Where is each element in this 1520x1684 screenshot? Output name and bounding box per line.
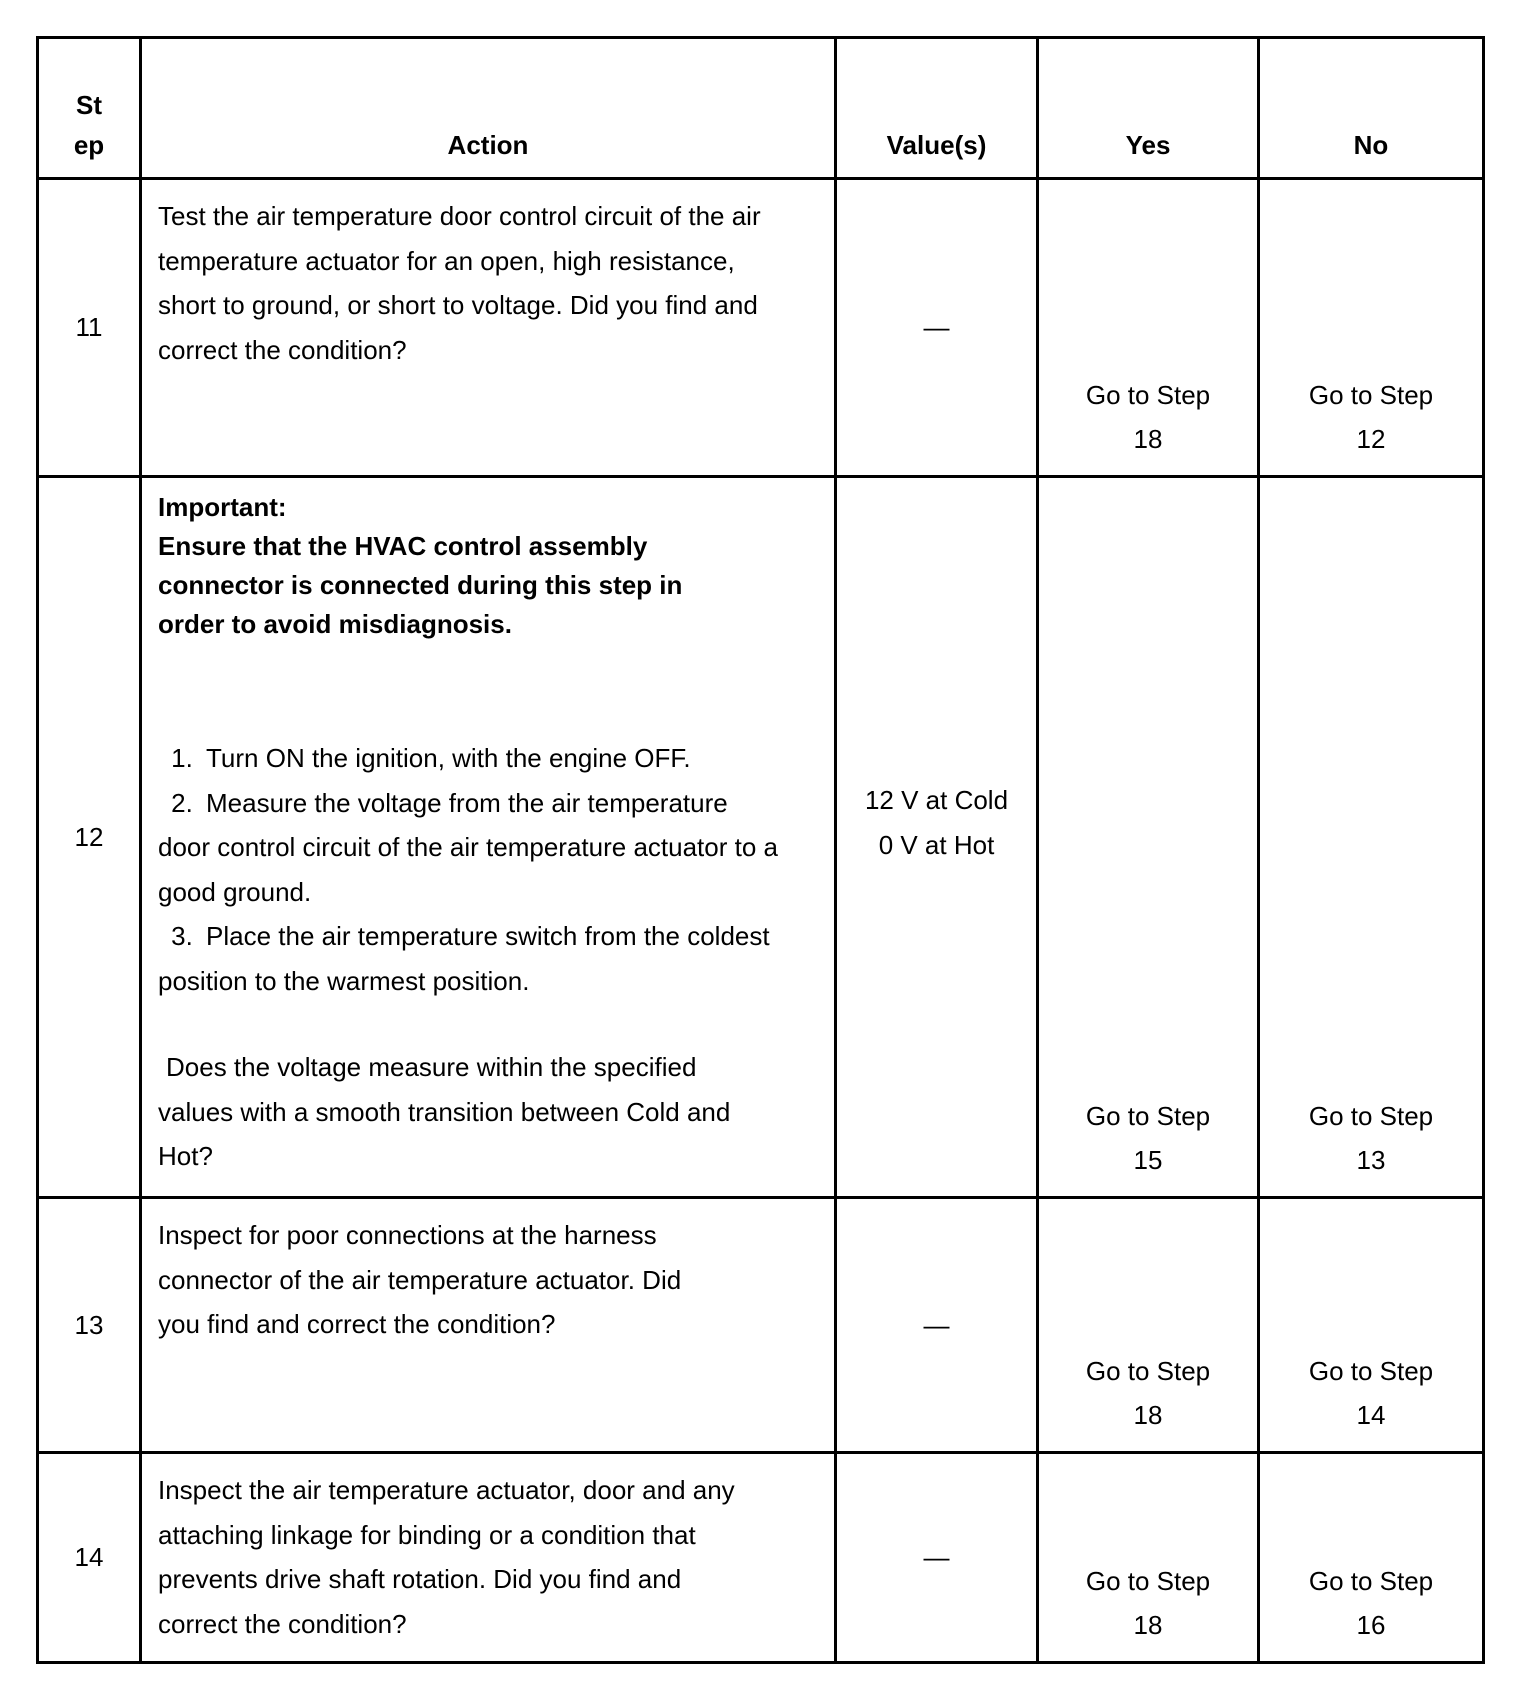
list-item: [158, 914, 778, 1003]
no-cell: [1259, 477, 1484, 1198]
action-text: [141, 1198, 836, 1453]
yes-cell: [1038, 477, 1259, 1198]
table-row: [38, 1198, 1484, 1453]
no-goto-label: Go to Step: [1308, 1101, 1434, 1131]
no-cell: [1259, 1198, 1484, 1453]
action-text: [141, 477, 836, 1198]
table-row: [38, 477, 1484, 1198]
table-row: [38, 179, 1484, 477]
yes-goto-label: Go to Step: [1085, 1566, 1211, 1596]
header-action: Action: [141, 38, 836, 179]
value-cell: —: [836, 1453, 1038, 1663]
value-cell: [836, 477, 1038, 1198]
important-title: Important:: [158, 492, 287, 522]
header-no: No: [1259, 38, 1484, 179]
no-cell: [1259, 179, 1484, 477]
yes-goto-label: Go to Step: [1085, 1101, 1211, 1131]
yes-cell: [1038, 1453, 1259, 1663]
list-item-text: Measure the voltage from the air temperature door control circuit of the air temperature actuator to a good ground.: [158, 787, 778, 907]
step-number: 11: [38, 179, 141, 477]
yes-cell: [1038, 1198, 1259, 1453]
header-step: St ep: [38, 38, 141, 179]
no-goto-label: Go to Step: [1308, 380, 1434, 410]
list-item: [158, 736, 778, 781]
action-text: [141, 1453, 836, 1663]
yes-goto-label: Go to Step: [1085, 1356, 1211, 1386]
table-row: [38, 1453, 1484, 1663]
yes-goto-label: Go to Step: [1085, 380, 1211, 410]
action-text: [141, 179, 836, 477]
yes-cell: [1038, 179, 1259, 477]
diagnostic-table: [36, 36, 1485, 1664]
no-goto-label: Go to Step: [1308, 1566, 1434, 1596]
value-cell: —: [836, 179, 1038, 477]
value-text: 12 V at Cold 0 V at Hot: [864, 785, 1009, 860]
list-item-text: Turn ON the ignition, with the engine OFF.: [206, 743, 691, 773]
no-goto-step: 16: [1356, 1610, 1386, 1640]
important-text: Ensure that the HVAC control assembly connector is connected during this step in order to avoid misdiagnosis.: [158, 531, 683, 639]
no-goto-step: 14: [1356, 1400, 1386, 1430]
header-yes: Yes: [1038, 38, 1259, 179]
list-item-number: 1.: [171, 743, 193, 773]
yes-goto-step: 18: [1133, 424, 1163, 454]
step-number: 13: [38, 1198, 141, 1453]
action-paragraph: Inspect for poor connections at the harness connector of the air temperature actuator. Did you find and correct the condition?: [158, 1220, 682, 1339]
list-item-number: 3.: [171, 921, 193, 951]
list-item-text: Place the air temperature switch from the coldest position to the warmest position.: [158, 921, 770, 996]
yes-goto-step: 18: [1133, 1610, 1163, 1640]
question-text: Does the voltage measure within the specified values with a smooth transition between Cold and Hot?: [158, 1052, 731, 1171]
value-cell: —: [836, 1198, 1038, 1453]
no-goto-step: 13: [1356, 1145, 1386, 1175]
header-row: [38, 38, 1484, 179]
action-paragraph: Test the air temperature door control circuit of the air temperature actuator for an open, high resistance, short to ground, or short to voltage. Did you find and correct the condition?: [158, 201, 761, 365]
action-paragraph: Inspect the air temperature actuator, door and any attaching linkage for binding or a condition that prevents drive shaft rotation. Did you find and correct the condition?: [158, 1475, 735, 1639]
no-goto-label: Go to Step: [1308, 1356, 1434, 1386]
no-goto-step: 12: [1356, 424, 1386, 454]
yes-goto-step: 18: [1133, 1400, 1163, 1430]
yes-goto-step: 15: [1133, 1145, 1163, 1175]
no-cell: [1259, 1453, 1484, 1663]
list-item: [158, 781, 778, 915]
step-list: [158, 736, 778, 1003]
header-values: Value(s): [836, 38, 1038, 179]
list-item-number: 2.: [171, 787, 193, 818]
step-number: 12: [38, 477, 141, 1198]
step-number: 14: [38, 1453, 141, 1663]
